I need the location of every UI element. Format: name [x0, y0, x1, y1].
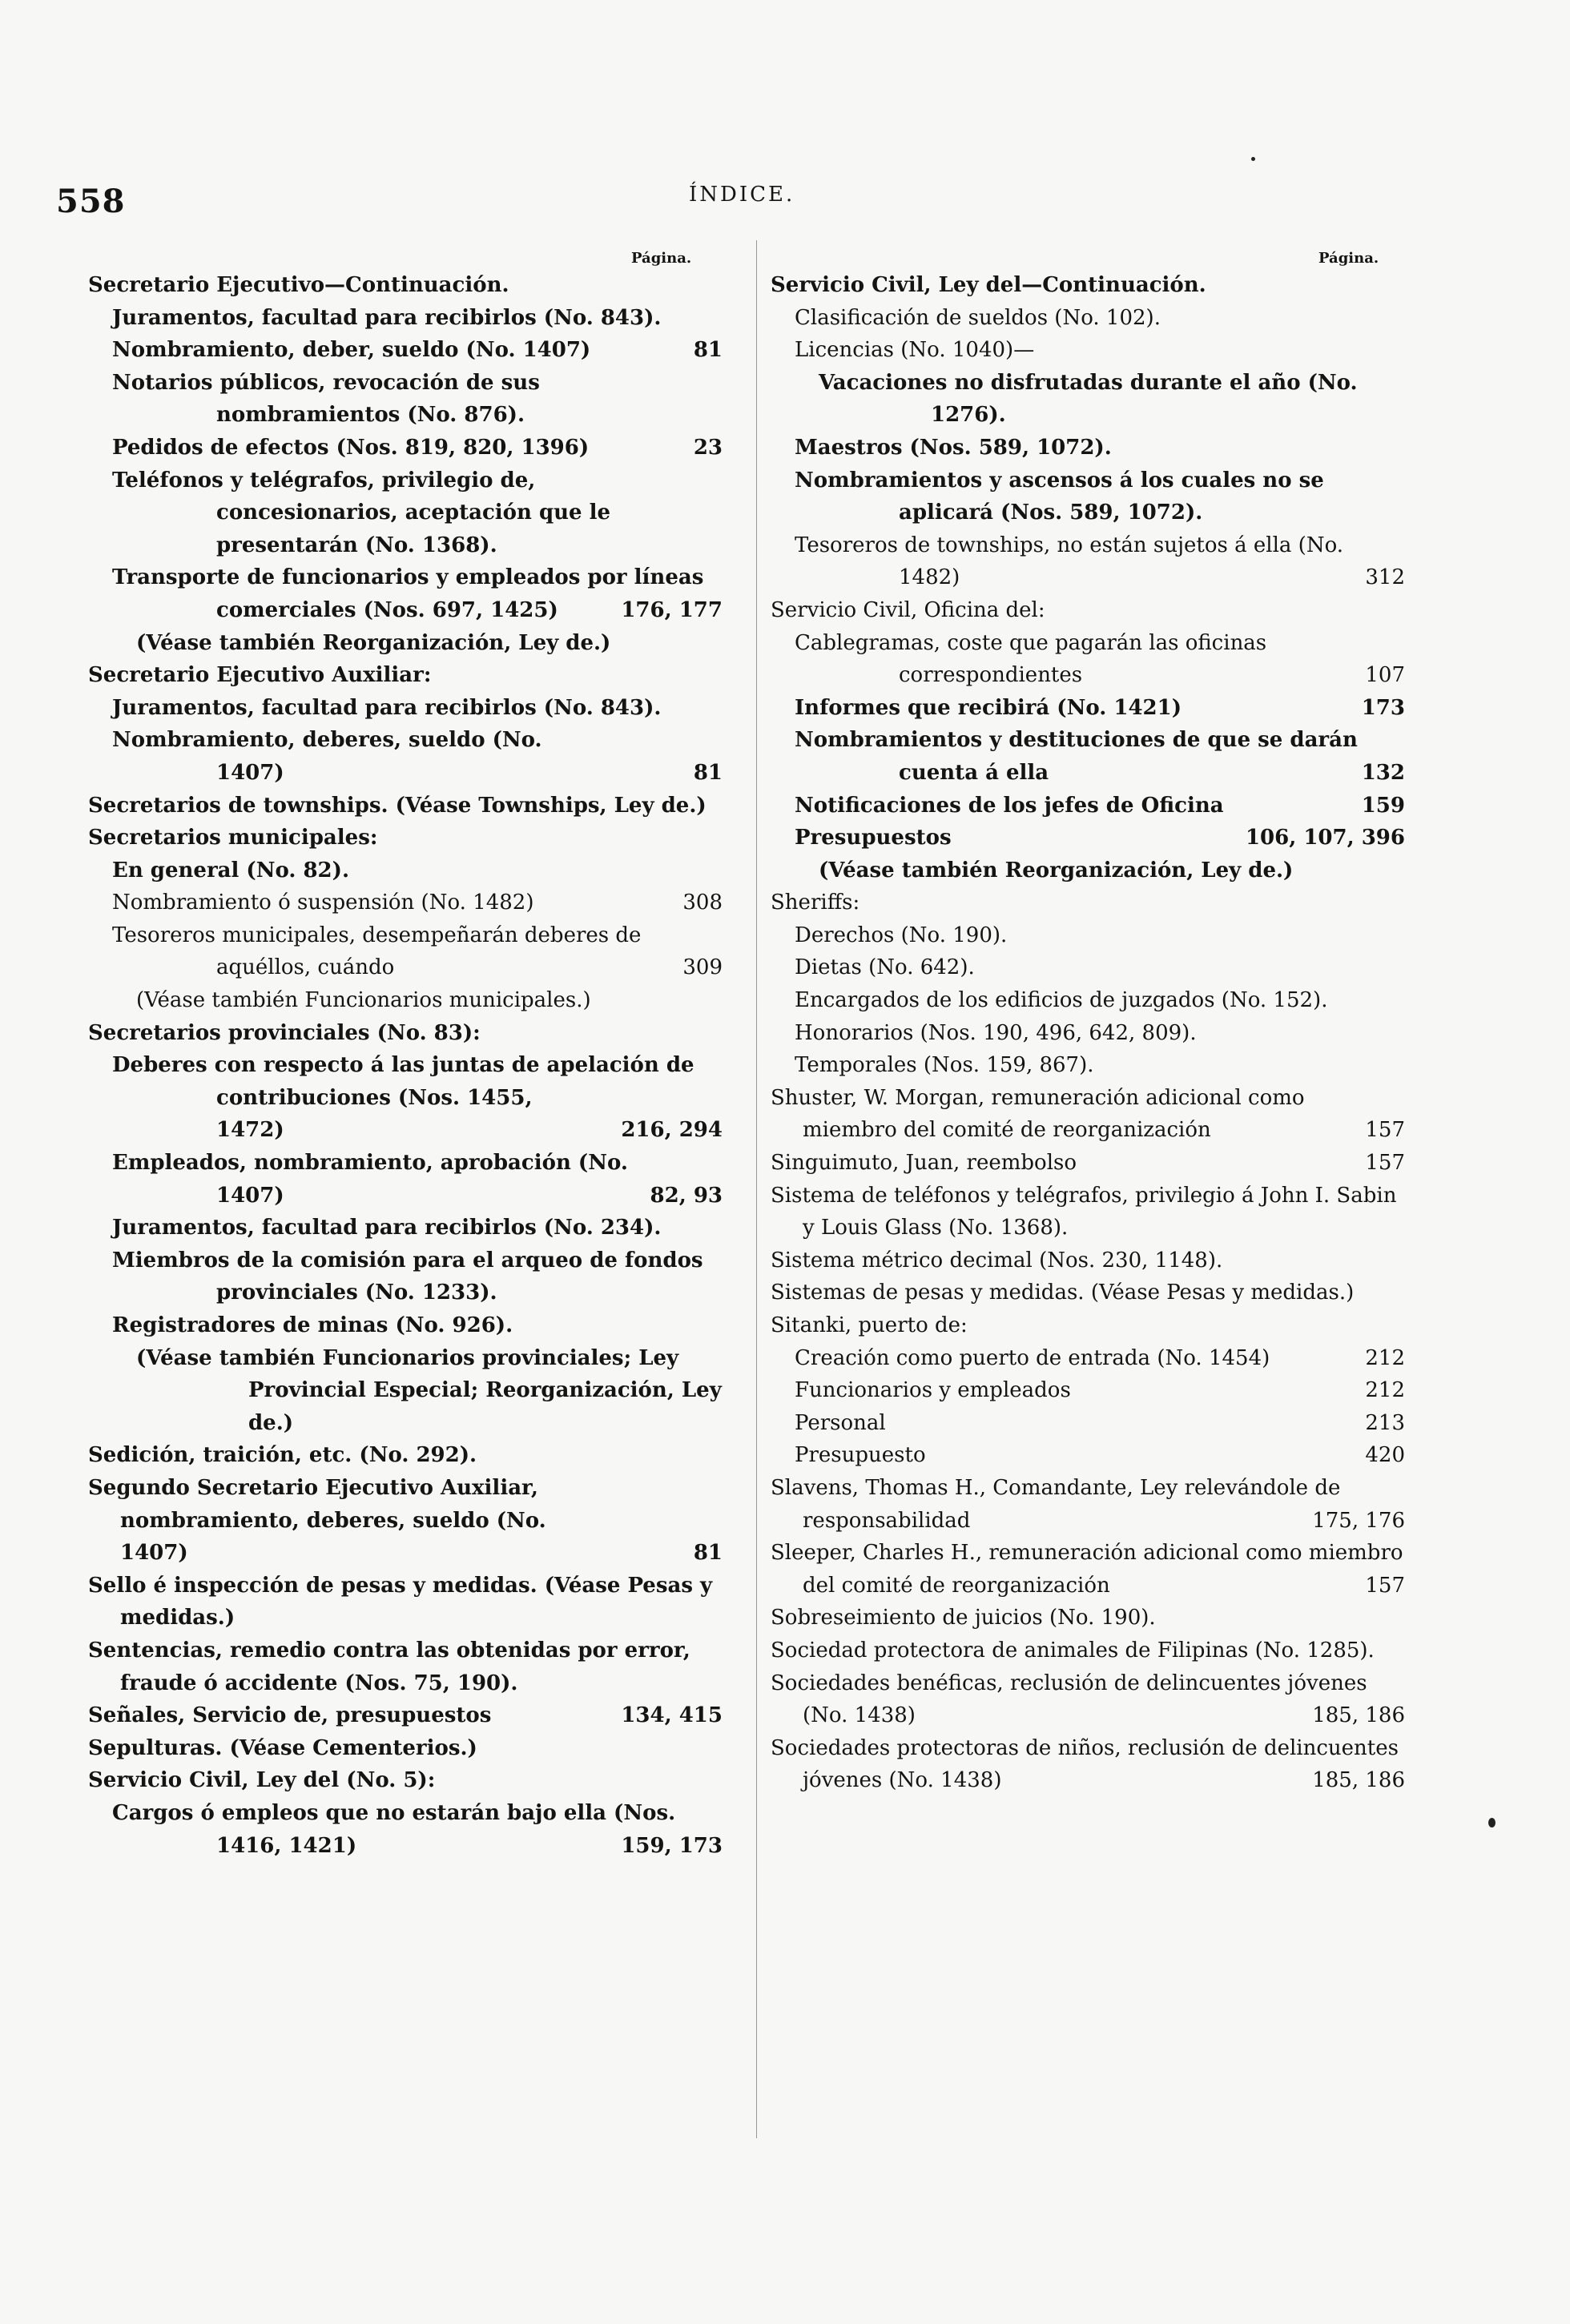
column-rule	[756, 240, 757, 2138]
index-entry	[88, 367, 723, 432]
index-entry-page: 23	[716, 432, 723, 464]
index-entry-text: Honorarios (Nos. 190, 496, 642, 809).	[795, 1020, 1197, 1045]
index-entry	[88, 1797, 723, 1862]
index-entry	[88, 302, 723, 335]
index-entry	[88, 1147, 723, 1212]
index-entry-text: Presupuestos	[795, 826, 952, 850]
index-entry-text: Shuster, W. Morgan, remuneración adicional como miembro del comité de reorganización	[771, 1085, 1305, 1143]
index-entry-text: Sentencias, remedio contra las obtenidas por error, fraude ó accidente (Nos. 75, 190).	[88, 1638, 690, 1695]
ink-spot	[1251, 157, 1255, 161]
index-entry	[771, 432, 1405, 464]
index-entry	[771, 334, 1405, 367]
index-entry	[771, 1667, 1405, 1732]
index-entry-page: 107	[1399, 659, 1405, 692]
index-entry-text: Tesoreros de townships, no están sujetos á ella (No. 1482)	[795, 533, 1344, 590]
index-entry	[88, 1764, 723, 1797]
index-entry	[771, 822, 1405, 854]
index-entry-text: Presupuesto	[795, 1443, 926, 1468]
index-entry	[771, 1309, 1405, 1342]
index-entry	[88, 887, 723, 919]
index-entry	[88, 659, 723, 692]
index-entry-text: Secretarios de townships. (Véase Townships, Ley de.)	[88, 793, 706, 818]
index-entry-text: Nombramiento, deberes, sueldo (No. 1407)	[112, 728, 542, 785]
index-entry	[88, 1439, 723, 1472]
index-entry-text: Sitanki, puerto de:	[771, 1313, 968, 1337]
index-entry	[771, 1017, 1405, 1050]
column-label-right: Página.	[1318, 250, 1379, 267]
index-entry	[88, 1049, 723, 1147]
index-entry	[88, 822, 723, 854]
index-entry-text: Sheriffs:	[771, 891, 860, 915]
index-column-left	[88, 269, 723, 1862]
index-entry	[771, 1147, 1405, 1180]
index-entry-text: Servicio Civil, Ley del—Continuación.	[771, 273, 1206, 297]
page-number: 558	[56, 183, 126, 220]
index-entry	[771, 269, 1405, 302]
index-entry	[88, 1732, 723, 1765]
index-entry-text: Dietas (No. 642).	[795, 955, 975, 980]
index-entry-text: Sistema de teléfonos y telégrafos, privilegio á John I. Sabin y Louis Glass (No. 1368).	[771, 1183, 1397, 1240]
index-entry-text: Sedición, traición, etc. (No. 292).	[88, 1443, 477, 1468]
index-entry	[771, 1439, 1405, 1472]
index-entry	[771, 1472, 1405, 1537]
index-entry	[771, 692, 1405, 725]
index-entry-text: Sociedades benéficas, reclusión de delincuentes jóvenes (No. 1438)	[771, 1671, 1367, 1728]
index-entry-page: 157	[1391, 1114, 1405, 1147]
index-entry-text: Sociedades protectoras de niños, reclusión de delincuentes jóvenes (No. 1438)	[771, 1735, 1399, 1793]
index-entry	[771, 1732, 1405, 1797]
index-entry	[771, 1277, 1405, 1309]
index-entry-text: Sistema métrico decimal (Nos. 230, 1148).	[771, 1248, 1223, 1273]
index-entry	[771, 627, 1405, 692]
index-entry-text: Sello é inspección de pesas y medidas. (Véase Pesas y medidas.)	[88, 1573, 713, 1630]
index-entry-page: 81	[716, 334, 723, 367]
column-label-left: Página.	[631, 250, 692, 267]
index-entry	[771, 854, 1405, 887]
index-entry-page: 134, 415	[646, 1699, 723, 1732]
index-entry-page: 159, 173	[716, 1830, 723, 1863]
index-entry-text: (Véase también Funcionarios provinciales; Ley Provincial Especial; Reorganización, Ley de.)	[136, 1345, 722, 1435]
index-entry-text: Servicio Civil, Oficina del:	[771, 597, 1045, 622]
index-entry	[88, 561, 723, 626]
index-entry-text: Registradores de minas (No. 926).	[112, 1313, 513, 1337]
index-entry-text: Notarios públicos, revocación de sus nombramientos (No. 876).	[112, 370, 540, 428]
index-entry	[88, 269, 723, 302]
index-entry	[88, 1342, 723, 1440]
index-entry	[88, 1570, 723, 1634]
index-entry	[88, 984, 723, 1017]
index-entry-page: 157	[1391, 1147, 1405, 1180]
index-entry-text: Creación como puerto de entrada (No. 1454)	[795, 1345, 1270, 1370]
index-entry-text: Nombramiento, deber, sueldo (No. 1407)	[112, 338, 591, 363]
index-entry-text: Teléfonos y telégrafos, privilegio de, concesionarios, aceptación que le presentarán (No. 1368).	[112, 468, 611, 557]
index-entry-page: 106, 107, 396	[1343, 822, 1405, 854]
index-entry-text: Clasificación de sueldos (No. 102).	[795, 305, 1161, 330]
index-entry-page: 81	[716, 1537, 723, 1570]
index-entry	[88, 724, 723, 789]
index-entry-text: Vacaciones no disfrutadas durante el año (No. 1276).	[819, 370, 1358, 428]
index-entry-text: Secretarios municipales:	[88, 826, 378, 850]
index-entry	[88, 464, 723, 562]
index-entry-text: Transporte de funcionarios y empleados por líneas comerciales (Nos. 697, 1425)	[112, 565, 704, 622]
index-entry	[771, 367, 1405, 432]
index-entry	[771, 1082, 1405, 1147]
index-entry-page: 185, 186	[1338, 1699, 1405, 1732]
index-entry-page: 185, 186	[1338, 1764, 1405, 1797]
index-entry-text: Segundo Secretario Ejecutivo Auxiliar, nombramiento, deberes, sueldo (No. 1407)	[88, 1475, 546, 1566]
index-entry	[88, 790, 723, 822]
index-entry-text: Licencias (No. 1040)—	[795, 338, 1035, 363]
index-entry-text: Servicio Civil, Ley del (No. 5):	[88, 1768, 436, 1793]
index-entry	[771, 529, 1405, 594]
index-entry-text: Encargados de los edificios de juzgados (No. 152).	[795, 988, 1328, 1013]
index-entry	[771, 1374, 1405, 1407]
index-entry	[771, 1180, 1405, 1244]
index-entry-page: 157	[1391, 1570, 1405, 1602]
index-entry	[88, 692, 723, 725]
index-entry-text: Deberes con respecto á las juntas de apelación de contribuciones (Nos. 1455, 1472)	[112, 1053, 694, 1143]
index-entry-text: Juramentos, facultad para recibirlos (No. 843).	[112, 305, 662, 330]
index-entry-text: Sepulturas. (Véase Cementerios.)	[88, 1735, 477, 1760]
index-entry-text: Sociedad protectora de animales de Filipinas (No. 1285).	[771, 1638, 1375, 1663]
index-entry-text: Derechos (No. 190).	[795, 923, 1008, 947]
index-entry	[771, 594, 1405, 627]
index-entry	[771, 1049, 1405, 1082]
index-entry-text: Singuimuto, Juan, reembolso	[771, 1151, 1077, 1176]
index-entry	[771, 984, 1405, 1017]
index-entry-text: Secretario Ejecutivo—Continuación.	[88, 273, 509, 297]
index-entry-text: Sistemas de pesas y medidas. (Véase Pesas y medidas.)	[771, 1281, 1355, 1305]
index-entry	[771, 302, 1405, 335]
index-entry	[771, 724, 1405, 789]
index-entry-page: 216, 294	[716, 1114, 723, 1147]
index-entry	[88, 1017, 723, 1050]
index-entry-text: Secretario Ejecutivo Auxiliar:	[88, 663, 432, 688]
index-entry	[771, 1602, 1405, 1634]
index-entry-text: (Véase también Reorganización, Ley de.)	[819, 858, 1294, 883]
index-entry-text: Sleeper, Charles H., remuneración adicional como miembro del comité de reorganización	[771, 1541, 1403, 1598]
index-entry	[88, 854, 723, 887]
index-entry-text: Secretarios provinciales (No. 83):	[88, 1020, 481, 1045]
index-entry-text: Juramentos, facultad para recibirlos (No. 234).	[112, 1216, 662, 1240]
index-entry-page: 81	[716, 757, 723, 790]
index-entry-text: Temporales (Nos. 159, 867).	[795, 1053, 1094, 1078]
index-entry-page: 212	[1399, 1374, 1405, 1407]
index-entry	[771, 951, 1405, 984]
index-entry-page: 308	[716, 887, 723, 919]
ink-spot	[1488, 1818, 1496, 1827]
index-entry-text: Personal	[795, 1410, 886, 1435]
index-entry	[771, 1244, 1405, 1277]
index-entry	[88, 1212, 723, 1244]
index-entry-text: Señales, Servicio de, presupuestos	[88, 1703, 492, 1728]
running-head: ÍNDICE.	[689, 183, 795, 207]
index-entry-text: Cargos ó empleos que no estarán bajo ella (Nos. 1416, 1421)	[112, 1800, 676, 1858]
index-entry-page: 420	[1399, 1439, 1405, 1472]
index-entry	[88, 1634, 723, 1699]
index-entry-text: Nombramientos y destituciones de que se darán cuenta á ella	[795, 728, 1358, 785]
index-entry-text: En general (No. 82).	[112, 858, 350, 883]
index-entry-text: Empleados, nombramiento, aprobación (No. 1407)	[112, 1151, 628, 1208]
index-entry	[88, 432, 723, 464]
index-entry-page: 309	[716, 951, 723, 984]
index-entry-text: Funcionarios y empleados	[795, 1378, 1071, 1403]
index-entry-text: Pedidos de efectos (Nos. 819, 820, 1396)	[112, 435, 590, 460]
index-entry-text: Tesoreros municipales, desempeñarán deberes de aquéllos, cuándo	[112, 923, 642, 980]
index-entry	[88, 919, 723, 984]
index-entry-page: 212	[1399, 1342, 1405, 1375]
index-entry	[771, 887, 1405, 919]
index-entry	[771, 1407, 1405, 1440]
index-column-right	[771, 269, 1405, 1797]
index-entry-text: Notificaciones de los jefes de Oficina	[795, 793, 1224, 818]
index-entry-text: (Véase también Reorganización, Ley de.)	[136, 630, 611, 655]
index-entry-page: 132	[1399, 757, 1405, 790]
index-entry-text: Slavens, Thomas H., Comandante, Ley relevándole de responsabilidad	[771, 1475, 1341, 1533]
index-entry	[771, 1342, 1405, 1375]
index-entry	[88, 1472, 723, 1570]
index-entry-page: 213	[1399, 1407, 1405, 1440]
index-entry-page: 175, 176	[1338, 1505, 1405, 1538]
index-entry	[88, 1309, 723, 1342]
index-entry-page: 176, 177	[716, 594, 723, 627]
index-entry-text: (Véase también Funcionarios municipales.)	[136, 988, 591, 1013]
index-entry-text: Maestros (Nos. 589, 1072).	[795, 435, 1112, 460]
index-entry-text: Informes que recibirá (No. 1421)	[795, 695, 1182, 720]
index-entry-text: Miembros de la comisión para el arqueo de fondos provinciales (No. 1233).	[112, 1248, 703, 1305]
index-entry-text: Cablegramas, coste que pagarán las oficinas correspondientes	[795, 630, 1267, 688]
index-entry	[771, 1634, 1405, 1667]
index-entry-page: 312	[1399, 561, 1405, 594]
index-entry-text: Nombramientos y ascensos á los cuales no se aplicará (Nos. 589, 1072).	[795, 468, 1324, 525]
index-entry-text: Nombramiento ó suspensión (No. 1482)	[112, 891, 534, 915]
index-entry-page: 159	[1399, 790, 1405, 822]
index-entry-page: 173	[1399, 692, 1405, 725]
index-entry-text: Sobreseimiento de juicios (No. 190).	[771, 1606, 1156, 1630]
index-entry	[771, 1537, 1405, 1602]
index-entry	[88, 627, 723, 660]
index-entry	[88, 1244, 723, 1309]
index-entry-page: 82, 93	[716, 1180, 723, 1212]
index-entry	[88, 334, 723, 367]
index-entry-text: Juramentos, facultad para recibirlos (No. 843).	[112, 695, 662, 720]
index-entry	[88, 1699, 723, 1732]
index-entry	[771, 464, 1405, 529]
index-entry	[771, 790, 1405, 822]
index-entry	[771, 919, 1405, 952]
